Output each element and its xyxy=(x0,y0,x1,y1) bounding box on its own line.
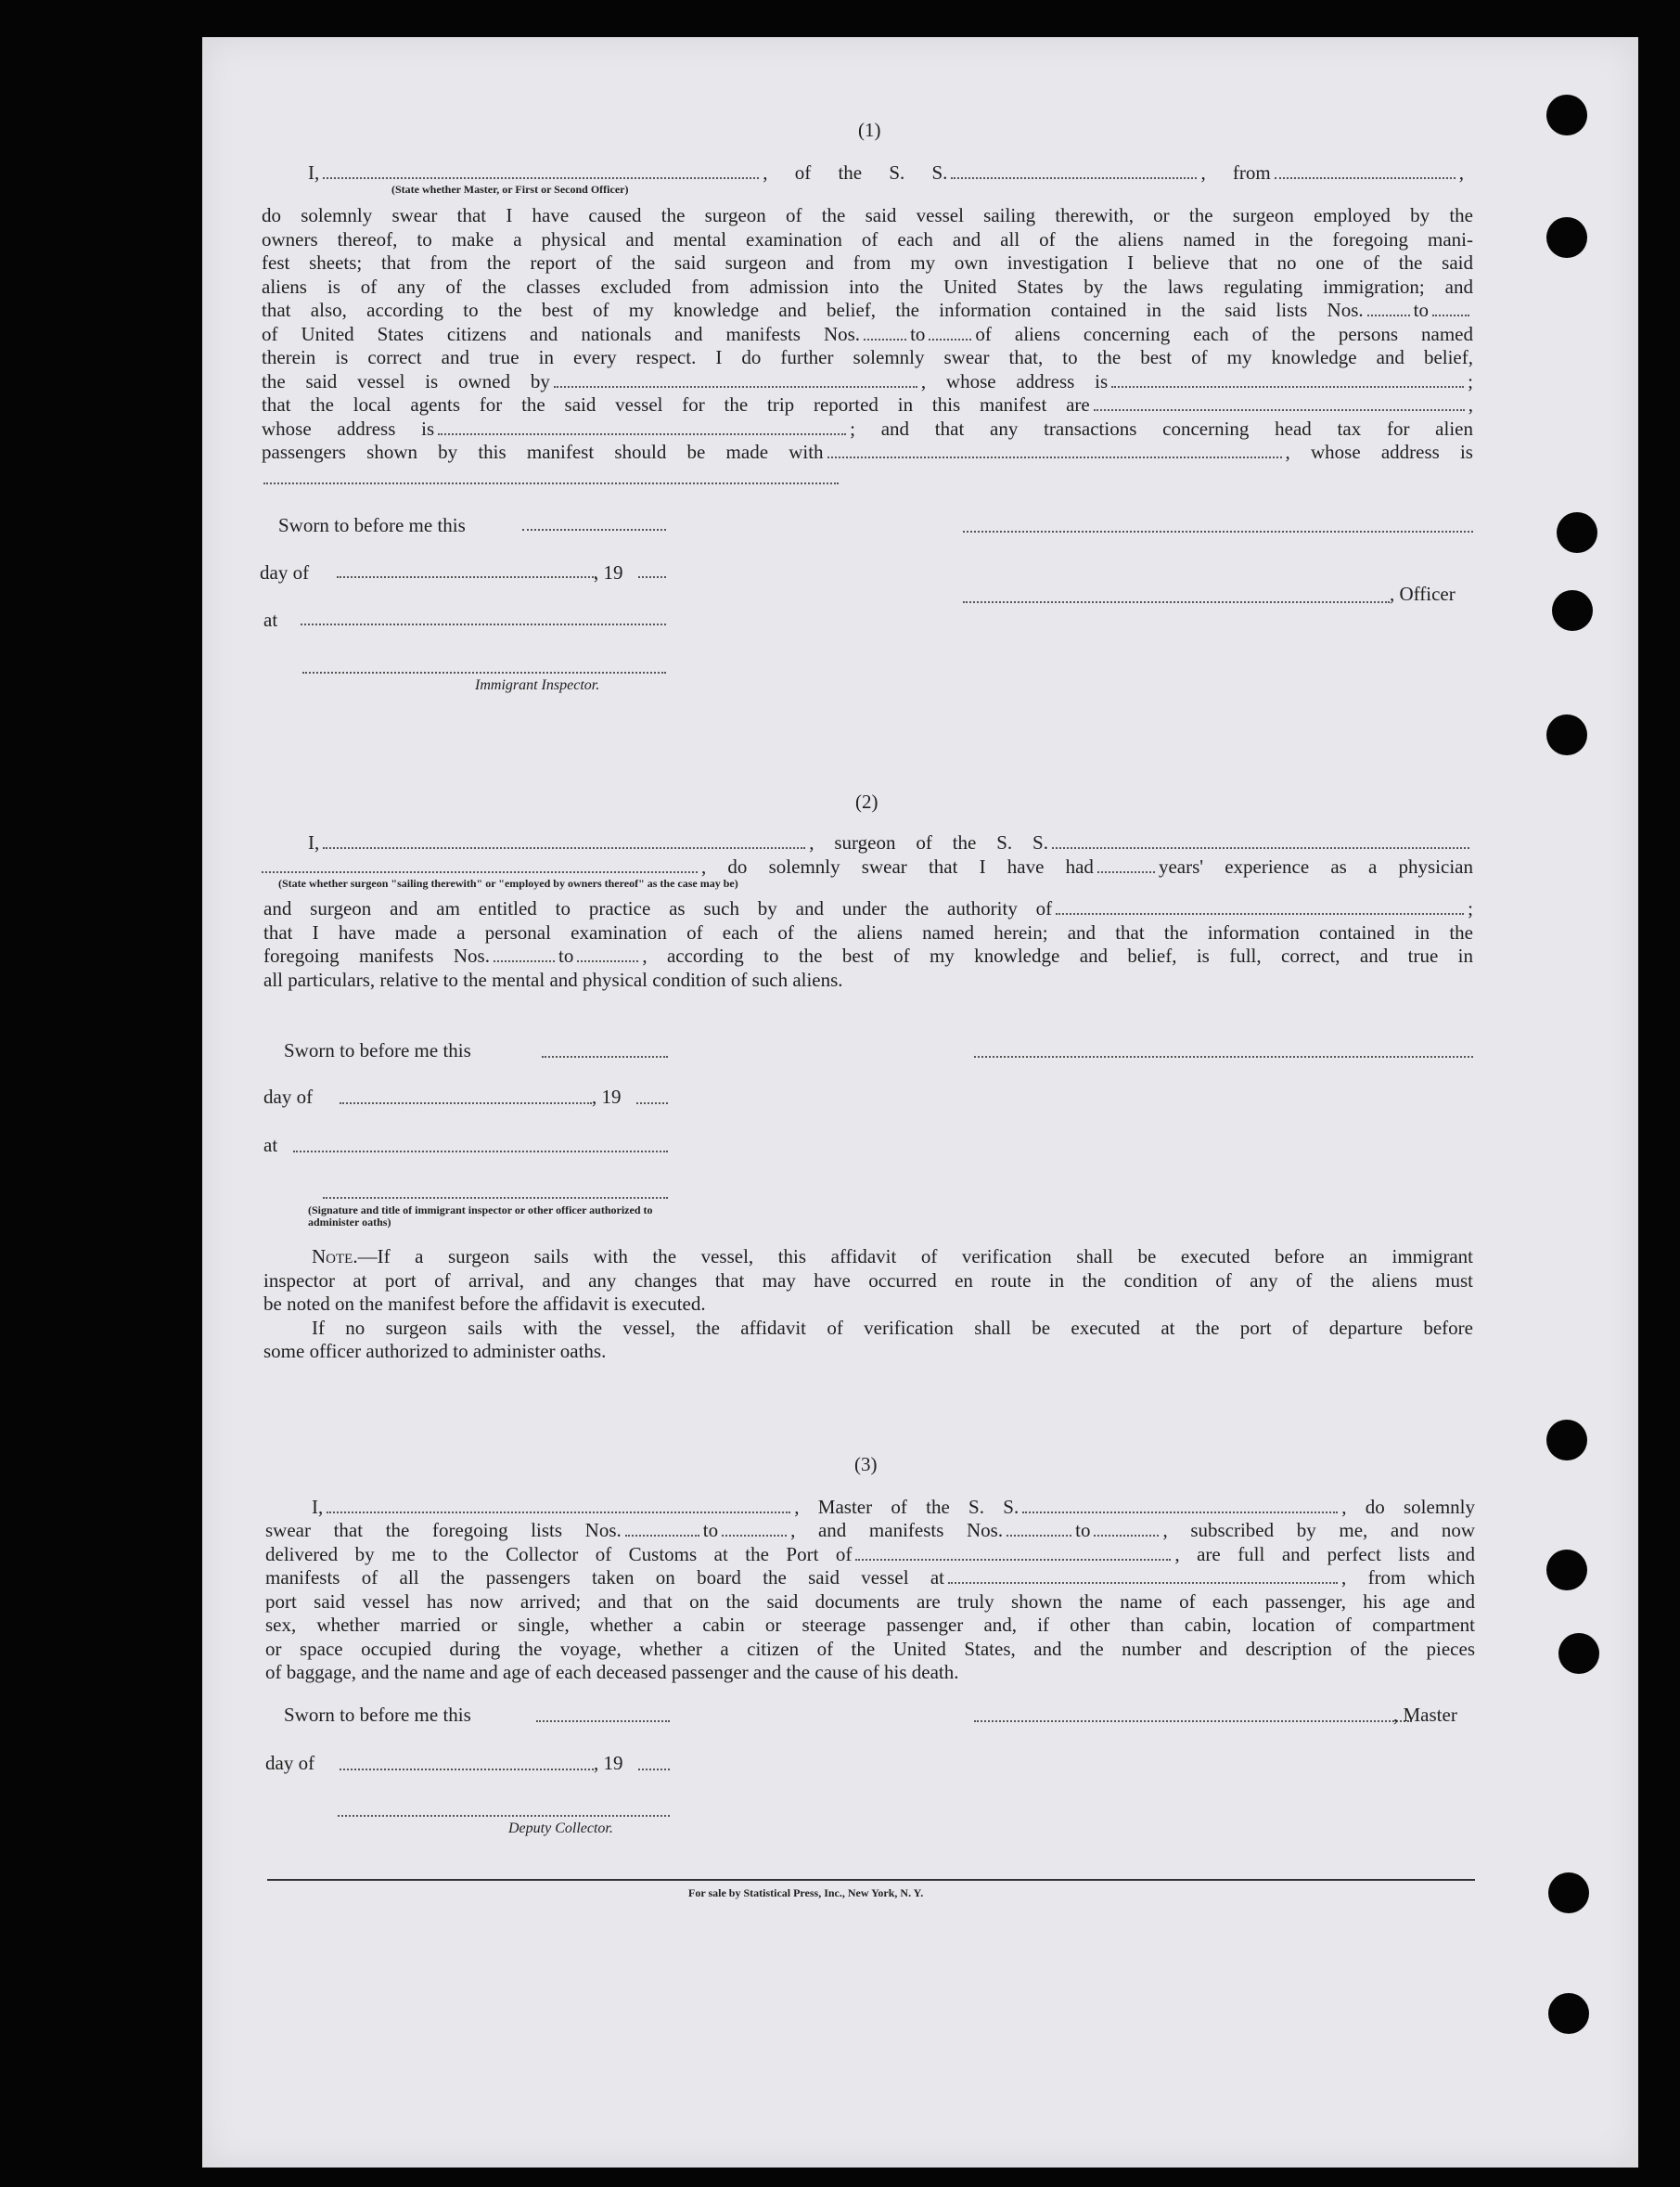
punch-hole xyxy=(1552,590,1593,631)
section-2-note: Note.—If a surgeon sails with the vessel, this affidavit of verification shall be executed before an immigrant inspector at port of arrival, and any changes that may have occurred en route in the condition of any of the aliens must be noted on the manifest before the affidavit is executed. If no surgeon sails with the vessel, the affidavit of verification shall be executed at the port of departure before some officer authorized to administer oaths. xyxy=(263,1245,1473,1362)
year-label-2: , 19 xyxy=(592,1086,622,1108)
opening-of-ss: , of the S. S. xyxy=(763,161,948,184)
address-blank xyxy=(263,482,839,484)
immigrant-inspector-caption: Immigrant Inspector. xyxy=(475,677,600,693)
signature-title-note: (Signature and title of immigrant inspector or other officer authorized to administer oaths) xyxy=(308,1203,653,1229)
body-line: fest sheets; that from the report of the said surgeon and from my own investigation I believe that no one of the said xyxy=(262,251,1473,274)
section-2-number: (2) xyxy=(855,791,878,813)
surgeon-signature-line xyxy=(974,1056,1473,1058)
section-3-body: swear that the foregoing lists Nos. to , and manifests Nos. to , subscribed by me, and now delivered by me to the Collector of Customs at the Port of , are full and perfect lists and manifests of all the passengers taken on board the said vessel at , from which port said vessel has now arrived; and that on the said documents are truly shown the name of each passenger, his age and sex, whether married or single, whether a cabin or steerage passenger and, if other than cabin, location of compartment or space occupied during the voyage, whether a citizen of the United States, and the number and description of the pieces of baggage, and the name and age of each deceased passenger and the cause of his death. xyxy=(265,1519,1475,1683)
punch-hole xyxy=(1546,1420,1587,1460)
punch-hole xyxy=(1548,1993,1589,2034)
section-3-number: (3) xyxy=(854,1453,878,1475)
body-line: owners thereof, to make a physical and mental examination of each and all of the aliens named in the foregoing mani- xyxy=(262,227,1473,251)
section-1-body: do solemnly swear that I have caused the surgeon of the said vessel sailing therewith, or the surgeon employed by the owners thereof, to make a physical and mental examination of each and all of the aliens named in the foregoing mani- fest sheets; that from the report of the said surgeon and from my own investigation I believe that no one of the said aliens is of any of the classes excluded from admission into the United States by the laws regulating immigration; and that also, according to the best of my knowledge and belief, the information contained in the said lists Nos. to of United States citizens and nationals and manifests Nos. to of aliens concerning each of the persons named therein is correct and true in every respect. I do further solemnly swear that, to the best of my knowledge and belief, the said vessel is owned by , whose address is ; that the local agents for the said vessel for the trip reported in this manifest are , whose address is ; and that any transactions concerning head tax for alien passengers shown by this manifest should be made with , whose address is xyxy=(262,204,1474,463)
opening-note: (State whether Master, or First or Second Officer) xyxy=(391,183,629,196)
day-of-label-1: day of xyxy=(260,561,310,584)
master-signature-line xyxy=(974,1720,1412,1722)
surgeon-note: (State whether surgeon "sailing therewith" or "employed by owners thereof" as the case may be) xyxy=(278,877,738,890)
section-1-number: (1) xyxy=(858,119,881,141)
punch-hole xyxy=(1546,714,1587,755)
opening-from: , from xyxy=(1200,161,1271,184)
deputy-collector-caption: Deputy Collector. xyxy=(508,1820,613,1836)
year-label-1: , 19 xyxy=(594,561,623,584)
section-1-opening: I, , of the S. S. , from , xyxy=(308,161,1464,184)
section-2-line-2: , do solemnly swear that I have had years' experience as a physician xyxy=(262,856,1473,880)
sworn-label-3: Sworn to before me this xyxy=(284,1704,471,1726)
punch-hole xyxy=(1546,217,1587,258)
section-3-line-1: I, , Master of the S. S. , do solemnly xyxy=(312,1496,1475,1518)
officer-label: , Officer xyxy=(1390,583,1456,605)
note-label: Note. xyxy=(312,1245,358,1267)
sworn-label-1: Sworn to before me this xyxy=(278,514,466,536)
officer-signature-line xyxy=(963,531,1473,533)
punch-hole xyxy=(1558,1633,1599,1674)
day-of-label-3: day of xyxy=(265,1752,315,1774)
printer-imprint: For sale by Statistical Press, Inc., New York, N. Y. xyxy=(688,1886,924,1899)
punch-hole xyxy=(1546,1550,1587,1590)
punch-hole xyxy=(1548,1872,1589,1913)
sworn-label-2: Sworn to before me this xyxy=(284,1039,471,1061)
master-label: , Master xyxy=(1393,1704,1457,1726)
punch-hole xyxy=(1557,512,1597,553)
body-line: do solemnly swear that I have caused the surgeon of the said vessel sailing therewith, or the surgeon employed by the xyxy=(262,204,1473,226)
at-label-1: at xyxy=(263,609,278,631)
year-label-3: , 19 xyxy=(594,1752,623,1774)
affidavit-page xyxy=(202,37,1638,2168)
body-line: aliens is of any of the classes excluded from admission into the United States by the laws regulating immigration; and xyxy=(262,275,1473,298)
opening-i: I, xyxy=(308,161,320,184)
at-label-2: at xyxy=(263,1134,278,1156)
footer-rule xyxy=(267,1879,1475,1881)
punch-hole xyxy=(1546,95,1587,135)
section-2-line-1: I, , surgeon of the S. S. xyxy=(308,831,1473,856)
day-of-label-2: day of xyxy=(263,1086,314,1108)
section-2-body: and surgeon and am entitled to practice as such by and under the authority of ; that I have made a personal examination of each of the aliens named herein; and that the information contained in the foregoing manifests Nos. to , according to the best of my knowledge and belief, is full, correct, and true in all particulars, relative to the mental and physical condition of such aliens. xyxy=(263,897,1473,991)
